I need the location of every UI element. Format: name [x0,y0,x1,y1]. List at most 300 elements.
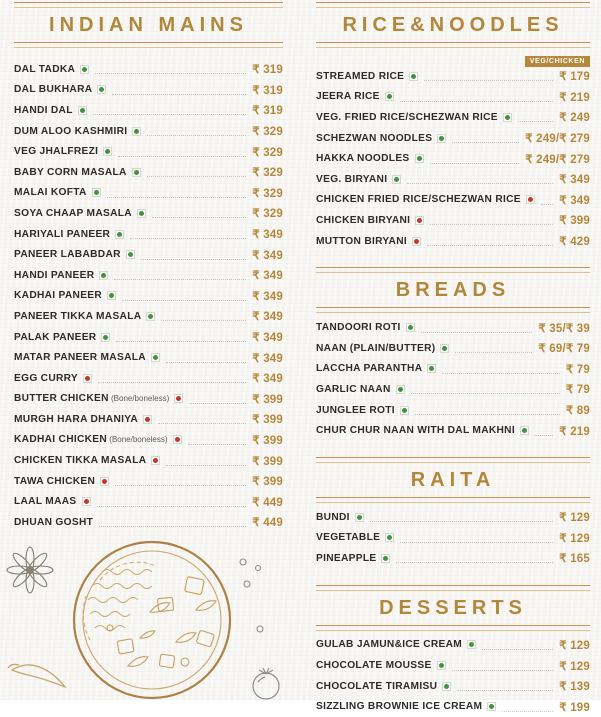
diet-dot [145,417,150,422]
item-name: HARIYALI PANEER [14,228,111,240]
section-header-desserts [316,585,590,631]
item-price: ₹ 89 [565,405,590,418]
veg-icon [103,147,112,156]
menu-item-row [14,409,283,430]
item-name: VEG. FRIED RICE/SCHEZWAN RICE [316,111,498,123]
menu-item-row [14,286,283,307]
item-name: BABY CORN MASALA [14,166,127,178]
diet-dot [134,129,139,134]
item-price: ₹ 139 [559,681,590,694]
veg-icon [467,640,476,649]
item-price: ₹ 399 [252,434,283,447]
menu-item-row [14,306,283,327]
dotted-leader [114,278,246,280]
section-header-indian-mains [14,2,283,48]
item-name: CHOCOLATE MOUSSE [316,660,432,672]
item-name: DAL BUKHARA [14,84,93,96]
dotted-leader [424,79,553,81]
item-name: DHUAN GOSHT [14,516,94,528]
diet-dot [408,325,413,330]
item-price: ₹ 329 [252,167,283,180]
veg-icon [97,85,106,94]
item-name: CHICKEN FRIED RICE/SCHEZWAN RICE [316,194,521,206]
item-price: ₹ 79 [565,384,590,397]
diet-dot [102,479,107,484]
item-price: ₹ 449 [252,517,283,530]
veg-icon [101,333,110,342]
menu-item-row [316,107,590,128]
item-price: ₹ 429 [559,236,590,249]
veg-icon [92,188,101,197]
dotted-leader [541,203,553,205]
chili-pepper-icon [8,664,65,687]
menu-item-row [316,635,590,656]
item-price: ₹ 329 [252,146,283,159]
item-name: GARLIC NAAN [316,383,391,395]
dotted-leader [166,361,246,363]
veg-icon [503,113,512,122]
diet-dot [387,94,392,99]
diet-dot [85,376,90,381]
item-price: ₹ 249/₹ 279 [525,153,590,166]
diet-dot [357,515,362,520]
gold-double-rule [316,42,590,48]
diet-dot [82,67,87,72]
dotted-leader [166,464,246,466]
diet-dot [469,642,474,647]
item-price: ₹ 219 [559,91,590,104]
item-price: ₹ 199 [559,701,590,714]
item-name: KADHAI PANEER [14,290,103,302]
item-price: ₹ 329 [252,126,283,139]
item-name: NAAN (PLAIN/BUTTER) [316,342,436,354]
dotted-leader [535,434,553,436]
item-subtext: (Bone/boneless) [108,394,170,404]
dotted-leader [147,175,247,177]
diet-dot [411,74,416,79]
item-name: PANEER TIKKA MASALA [14,310,142,322]
menu-item-row [316,420,590,441]
diet-dot [528,197,533,202]
item-name: TANDOORI ROTI [316,322,401,334]
diet-dot [105,149,110,154]
menu-item-row [316,210,590,231]
item-name: PANEER LABABDAR [14,249,121,261]
menu-item-row [316,548,590,569]
menu-item-row [316,148,590,169]
item-name: EGG CURRY [14,372,79,384]
veg-icon [385,92,394,101]
menu-item-row [316,317,590,338]
dotted-leader [452,669,554,671]
veg-icon [137,209,146,218]
diet-dot [417,218,422,223]
dotted-leader [189,402,246,404]
item-name: LAAL MAAS [14,496,77,508]
item-price: ₹ 319 [252,105,283,118]
veg-icon [437,134,446,143]
item-price: ₹ 399 [252,476,283,489]
dotted-leader [411,392,560,394]
menu-item-row [14,183,283,204]
menu-item-row [14,203,283,224]
veg-icon [442,682,451,691]
gold-double-rule [316,497,590,503]
item-name: KADHAI CHICKEN (Bone/boneless) [14,434,168,446]
item-price: ₹ 349 [252,249,283,262]
diet-dot [176,396,181,401]
veg-icon [80,65,89,74]
diet-dot [417,156,422,161]
item-name: DUM ALOO KASHMIRI [14,125,128,137]
gold-double-rule [316,2,590,8]
section-title: BREADS [395,279,511,302]
item-name: HAKKA NOODLES [316,153,410,165]
veg-icon [115,230,124,239]
item-name: LACCHA PARANTHA [316,363,423,375]
menu-item-row [14,450,283,471]
item-price: ₹ 349 [252,332,283,345]
menu-item-row [14,430,283,451]
menu-item-row [14,121,283,142]
gold-double-rule [316,625,590,631]
item-name: SCHEZWAN NOODLES [316,132,433,144]
item-name: PALAK PANEER [14,331,97,343]
dotted-leader [147,134,246,136]
item-name: SOYA CHAAP MASALA [14,207,132,219]
menu-item-row [316,87,590,108]
item-price: ₹ 129 [559,512,590,525]
dotted-leader [370,520,554,522]
item-price: ₹ 349 [252,290,283,303]
diet-dot [109,293,114,298]
item-name: BUTTER CHICKEN (Bone/boneless) [14,393,170,405]
item-price: ₹ 399 [559,215,590,228]
non-veg-icon [526,195,535,204]
star-anise-icon [7,547,53,593]
dotted-leader [430,162,520,164]
veg-icon [355,513,364,522]
menu-item-row [14,389,283,410]
dotted-leader [188,443,247,445]
gold-double-rule [316,307,590,313]
item-name: CHUR CHUR NAAN WITH DAL MAKHNI [316,425,515,437]
dotted-leader [122,299,246,301]
section-header-breads [316,267,590,313]
biryani-plate-icon [74,542,230,698]
item-subtext: (Bone/boneless) [107,435,168,445]
badge-row [316,50,590,65]
item-price: ₹ 449 [252,496,283,509]
diet-dot [505,115,510,120]
gold-double-rule [316,267,590,273]
menu-item-row [316,676,590,697]
peppercorns-icon [240,559,263,632]
item-price: ₹ 79 [565,363,590,376]
item-price: ₹ 349 [252,373,283,386]
item-price: ₹ 319 [252,64,283,77]
menu-item-row [14,59,283,80]
menu-item-row [316,507,590,528]
diet-dot [101,273,106,278]
item-price: ₹ 219 [559,425,590,438]
item-price: ₹ 329 [252,187,283,200]
dotted-leader [152,216,246,218]
diet-dot [117,232,122,237]
tomato-icon [253,668,279,699]
item-name: BUNDI [316,511,350,523]
item-name: CHOCOLATE TIRAMISU [316,680,438,692]
diet-dot [489,704,494,709]
diet-dot [439,136,444,141]
menu-item-row [316,338,590,359]
item-price: ₹ 399 [252,393,283,406]
item-price: ₹ 129 [559,639,590,652]
non-veg-icon [83,374,92,383]
menu-item-row [14,347,283,368]
veg-icon [146,312,155,321]
item-name: CHICKEN BIRYANI [316,214,411,226]
menu-item-row [14,141,283,162]
dotted-leader [400,100,554,102]
section-raita [316,457,590,569]
gold-double-rule [316,457,590,463]
gold-double-rule [316,585,590,591]
item-name: VEGETABLE [316,532,381,544]
diet-dot [99,87,104,92]
veg-icon [427,364,436,373]
menu-item-row [316,190,590,211]
diet-dot [134,170,139,175]
gold-double-rule [14,2,283,8]
dotted-leader [400,541,553,543]
section-title: RICE&NOODLES [342,14,564,36]
breads-items [316,317,590,441]
dotted-leader [407,182,553,184]
diet-dot [442,346,447,351]
item-name: MUTTON BIRYANI [316,235,407,247]
right-column [316,2,590,717]
dotted-leader [107,196,247,198]
diet-dot [429,366,434,371]
veg-icon [415,154,424,163]
diet-dot [103,335,108,340]
item-price: ₹ 319 [252,84,283,97]
diet-dot [84,499,89,504]
diet-dot [439,663,444,668]
dotted-leader [430,223,553,225]
dotted-leader [115,484,246,486]
gold-double-rule [14,42,283,48]
diet-dot [394,177,399,182]
indian-mains-items [14,59,283,533]
non-veg-icon [100,477,109,486]
menu-item-row [316,231,590,252]
dotted-leader [442,372,560,374]
veg-chicken-badge: VEG/CHICKEN [525,56,590,67]
item-price: ₹ 349 [559,174,590,187]
menu-item-row [14,491,283,512]
veg-icon [107,291,116,300]
item-price: ₹ 349 [252,229,283,242]
diet-dot [128,252,133,257]
desserts-items [316,635,590,717]
veg-icon [520,426,529,435]
item-price: ₹ 69/₹ 79 [538,343,590,356]
diet-dot [94,190,99,195]
item-name: DAL TADKA [14,63,76,75]
section-rice-noodles [316,2,590,251]
dotted-leader [95,72,246,74]
item-name: MURGH HARA DHANIYA [14,413,139,425]
veg-icon [126,250,135,259]
menu-item-row [316,66,590,87]
dotted-leader [482,648,553,650]
veg-icon [132,127,141,136]
item-price: ₹ 399 [252,455,283,468]
veg-icon [151,353,160,362]
diet-dot [383,556,388,561]
diet-dot [402,408,407,413]
veg-icon [437,661,446,670]
dotted-leader [421,331,533,333]
item-price: ₹ 35/₹ 39 [538,322,590,335]
section-desserts [316,585,590,717]
item-price: ₹ 249/₹ 279 [525,133,590,146]
item-price: ₹ 165 [559,553,590,566]
non-veg-icon [143,415,152,424]
menu-item-row [14,471,283,492]
diet-dot [153,355,158,360]
non-veg-icon [173,435,182,444]
item-name: SIZZLING BROWNIE ICE CREAM [316,701,483,713]
item-name: GULAB JAMUN&ICE CREAM [316,639,463,651]
section-breads [316,267,590,441]
veg-icon [78,106,87,115]
diet-dot [153,458,158,463]
dotted-leader [518,120,553,122]
menu-item-row [14,80,283,101]
section-header-raita [316,457,590,503]
item-price: ₹ 349 [252,270,283,283]
dotted-leader [415,413,560,415]
menu-item-row [14,368,283,389]
item-price: ₹ 179 [559,71,590,84]
menu-item-row [14,224,283,245]
item-name: HANDI PANEER [14,269,95,281]
veg-icon [400,406,409,415]
diet-dot [414,239,419,244]
item-price: ₹ 399 [252,414,283,427]
dotted-leader [116,340,246,342]
non-veg-icon [82,497,91,506]
section-title: INDIAN MAINS [49,14,248,36]
menu-item-row [14,265,283,286]
dotted-leader [502,710,553,712]
veg-icon [99,271,108,280]
dotted-leader [98,381,246,383]
food-illustration [0,520,300,700]
dotted-leader [141,258,247,260]
menu-item-row [316,400,590,421]
menu-item-row [14,327,283,348]
indian-mains-column [14,2,283,533]
dotted-leader [427,244,553,246]
menu-item-row [316,359,590,380]
non-veg-icon [151,456,160,465]
non-veg-icon [415,216,424,225]
dotted-leader [93,113,247,115]
item-name: HANDI DAL [14,104,73,116]
dotted-leader [452,141,519,143]
item-name: JUNGLEE ROTI [316,404,395,416]
veg-icon [409,72,418,81]
dotted-leader [455,351,532,353]
diet-dot [175,437,180,442]
item-name: PINEAPPLE [316,552,377,564]
veg-icon [381,554,390,563]
menu-item-row [14,244,283,265]
item-name: JEERA RICE [316,91,380,103]
item-name: CHICKEN TIKKA MASALA [14,455,147,467]
veg-icon [487,702,496,711]
item-name: STREAMED RICE [316,70,405,82]
veg-icon [132,168,141,177]
diet-dot [444,684,449,689]
diet-dot [522,428,527,433]
dotted-leader [97,505,247,507]
item-price: ₹ 349 [252,352,283,365]
dotted-leader [161,319,246,321]
diet-dot [148,314,153,319]
item-price: ₹ 129 [559,660,590,673]
menu-item-row [14,100,283,121]
dotted-leader [118,155,246,157]
veg-icon [406,323,415,332]
diet-dot [387,535,392,540]
veg-icon [440,344,449,353]
item-price: ₹ 249 [559,112,590,125]
dotted-leader [396,561,553,563]
veg-icon [385,533,394,542]
diet-dot [139,211,144,216]
item-name: VEG. BIRYANI [316,173,388,185]
item-name: VEG JHALFREZI [14,146,99,158]
item-price: ₹ 329 [252,208,283,221]
menu-item-row [316,528,590,549]
raita-items [316,507,590,569]
menu-item-row [316,655,590,676]
item-price: ₹ 349 [252,311,283,324]
veg-icon [392,175,401,184]
menu-item-row [14,162,283,183]
dotted-leader [158,422,246,424]
menu-item-row [316,169,590,190]
dotted-leader [457,689,553,691]
diet-dot [80,108,85,113]
item-price: ₹ 349 [559,194,590,207]
section-title: DESSERTS [379,596,527,619]
veg-icon [396,385,405,394]
item-name: MATAR PANEER MASALA [14,352,146,364]
item-name: TAWA CHICKEN [14,475,96,487]
non-veg-icon [412,237,421,246]
rice-noodles-items [316,66,590,251]
dotted-leader [112,93,246,95]
menu-item-row [316,128,590,149]
section-title: RAITA [410,468,496,491]
section-header-rice-noodles [316,2,590,48]
